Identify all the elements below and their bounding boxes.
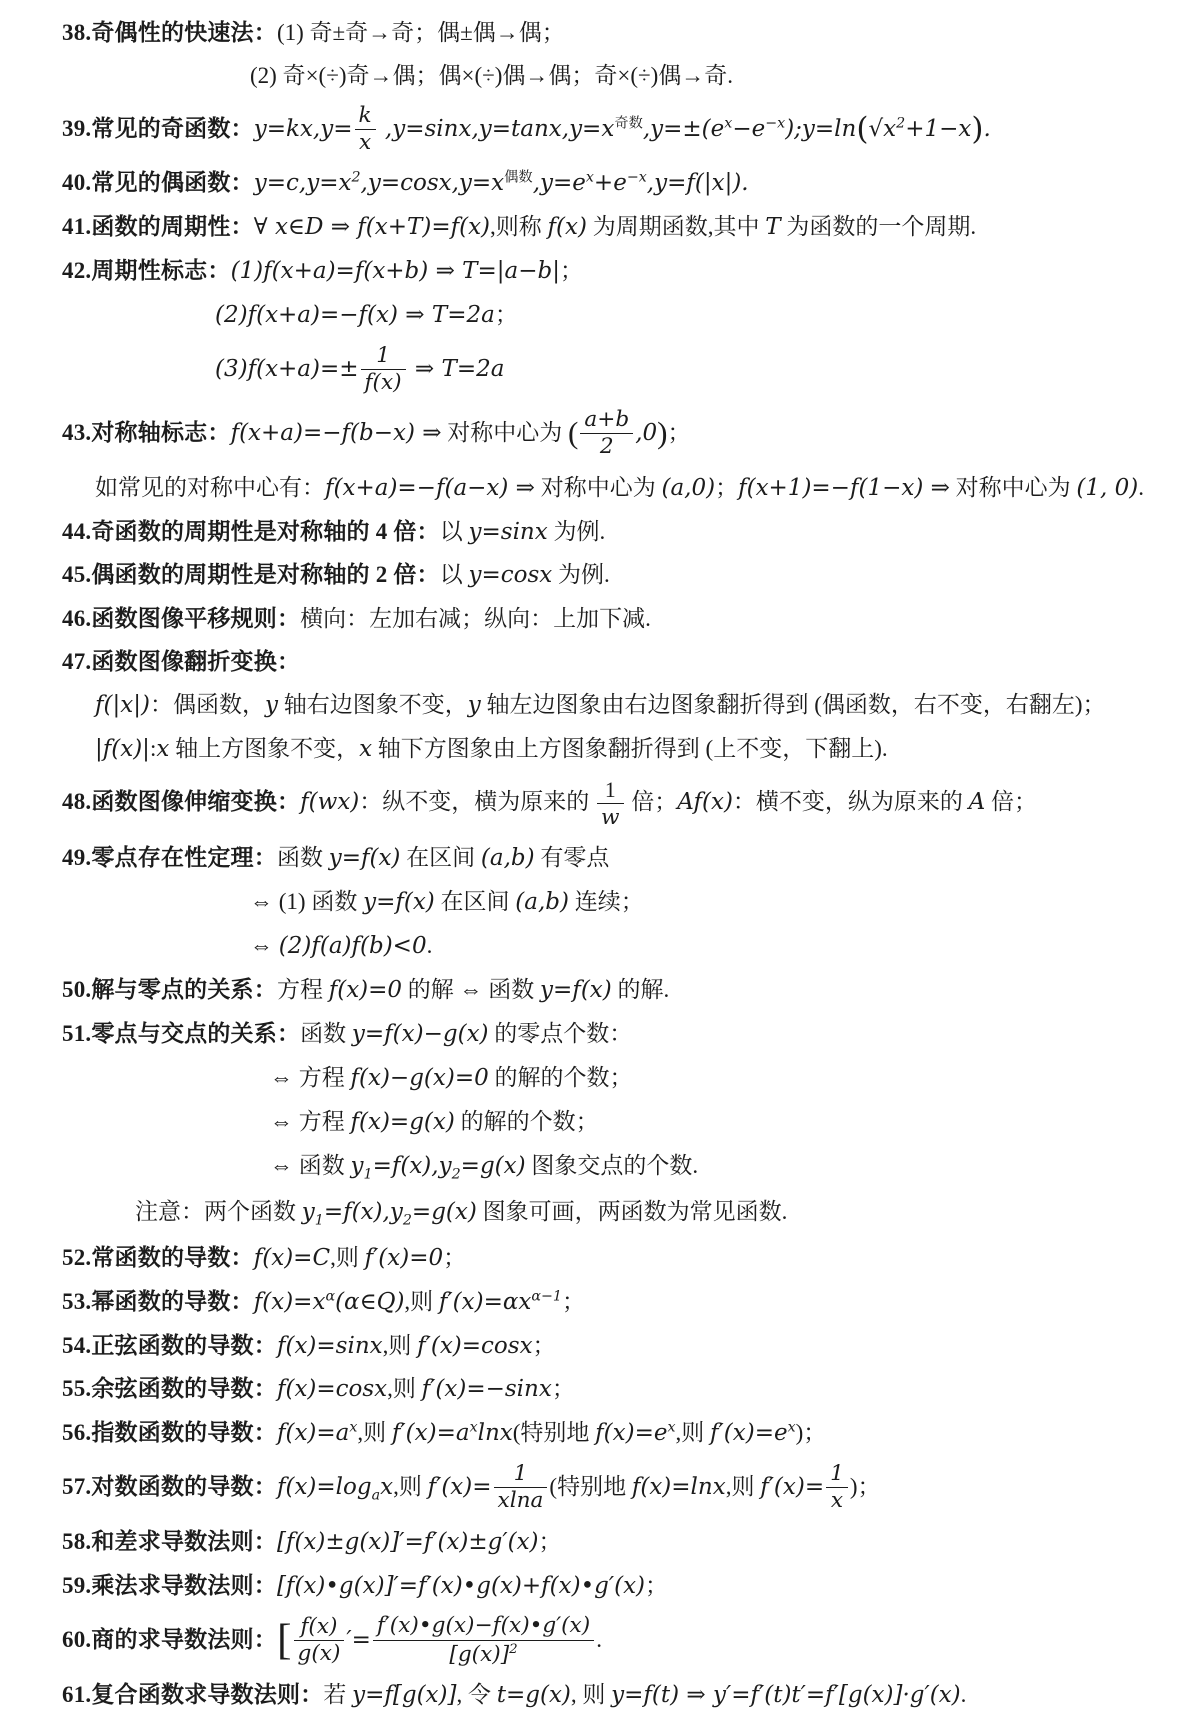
formula-text: 56.指数函数的导数：$f(x)=a^x$,则 $f'(x)=a^x\ln x$(特别地 $f(x)=e^x$,则 $f'(x)=e^x$)； <box>62 1419 827 1447</box>
formula-list <box>0 18 1192 1711</box>
formula-item-47-a <box>0 690 1174 721</box>
formula-text: ⇔ (1) 函数 y=f(x) 在区间 (a,b) 连续； <box>250 889 644 916</box>
formula-item-41 <box>0 212 1174 243</box>
formula-text: 51.零点与交点的关系：函数 y=f(x)−g(x) 的零点个数： <box>62 1020 633 1047</box>
formula-text: 43.对称轴标志：f(x+a)=−f(b−x) ⇒ 对称中心为 ( $\frac{a+b}{2}$ ,0)； <box>62 407 691 460</box>
formula-item-42 <box>0 256 1174 287</box>
formula-item-53 <box>0 1287 1174 1318</box>
formula-item-44 <box>0 517 1174 548</box>
formula-text: 53.幂函数的导数：$f(x)=x^\alpha(\alpha\in Q)$,则 $f'(x)=\alpha x^{\alpha-1}$； <box>62 1288 585 1315</box>
formula-text: 55.余弦函数的导数：f(x)=cosx,则 f′(x)=−sinx； <box>62 1376 575 1403</box>
formula-text: (2) 奇×(÷)奇→偶；偶×(÷)偶→偶；奇×(÷)偶→奇. <box>250 62 734 88</box>
formula-text: 49.零点存在性定理：函数 y=f(x) 在区间 (a,b) 有零点 <box>62 845 610 872</box>
formula-text: 50.解与零点的关系：方程 f(x)=0 的解 ⇔ 函数 y=f(x) 的解. <box>62 977 670 1003</box>
formula-text: |f(x)|:x 轴上方图象不变，x 轴下方图象由上方图象翻折得到 (上不变，下翻上). <box>95 736 888 762</box>
formula-item-47 <box>0 647 1174 677</box>
formula-item-50 <box>0 975 1174 1006</box>
formula-text: 45.偶函数的周期性是对称轴的 2 倍：以 y=cosx 为例. <box>62 562 610 589</box>
formula-item-49-1 <box>0 887 1174 918</box>
formula-text: 48.函数图像伸缩变换：f(wx)：纵不变，横为原来的 $\frac{1}{w}$ 倍；Af(x)：横不变，纵为原来的 A 倍； <box>62 777 1038 831</box>
formula-text: (2)f(x+a)=−f(x) ⇒ T=2a； <box>215 301 518 328</box>
formula-text: 注意：两个函数 $y_1=f(x),y_2=g(x)$ 图象可画，两函数为常见函数. <box>135 1198 788 1229</box>
formula-text: 54.正弦函数的导数：f(x)=sinx,则 f′(x)=cosx； <box>62 1332 556 1359</box>
formula-text: ⇔ 方程 f(x)=g(x) 的解的个数； <box>270 1108 599 1135</box>
formula-text: 44.奇函数的周期性是对称轴的 4 倍：以 y=sinx 为例. <box>62 518 606 545</box>
formula-text: 52.常函数的导数：f(x)=C,则 f′(x)=0； <box>62 1244 467 1271</box>
formula-text: 42.周期性标志：(1)f(x+a)=f(x+b) ⇒ T=|a−b|； <box>62 258 583 284</box>
formula-item-51-1 <box>0 1063 1174 1094</box>
formula-item-55 <box>0 1374 1174 1405</box>
formula-item-42-3 <box>0 344 1174 395</box>
formula-item-51-3 <box>0 1151 1174 1184</box>
formula-item-38 <box>0 18 1174 48</box>
formula-item-49-2 <box>0 931 1174 962</box>
formula-item-39 <box>0 104 1174 155</box>
formula-text: 39.常见的奇函数：y=kx,y= $\frac{k}{x}$ $,y=\sin x,y=\tan x,y=x^{奇数},y=\pm(e^x-e^{-x});y=\ln(√x^2+1-x)$. <box>62 102 991 155</box>
formula-text: (3)f(x+a)=± $\frac{1}{f(x)}$ ⇒ T=2a <box>215 342 505 395</box>
formula-item-43 <box>0 408 1174 459</box>
formula-text: f(|x|)：偶函数，y 轴右边图象不变，y 轴左边图象由右边图象翻折得到 (偶函数，右不变，右翻左)； <box>95 692 1106 719</box>
formula-text: 40.常见的偶函数：$y=c,y=x^2,y=\cos x,y=x^{偶数},y=e^x+e^{-x},y=f(|x|)$. <box>62 169 749 197</box>
formula-item-60 <box>0 1614 1174 1667</box>
formula-text: 59.乘法求导数法则：[f(x)•g(x)]′=f′(x)•g(x)+f(x)•g′(x)； <box>62 1572 669 1599</box>
formula-text: 46.函数图像平移规则：横向：左加右减；纵向：上加下减. <box>62 606 651 632</box>
formula-text: 41.函数的周期性：∀ x∈D ⇒ f(x+T)=f(x),则称 f(x) 为周期函数,其中 T 为函数的一个周期. <box>62 214 977 241</box>
formula-text: 47.函数图像翻折变换： <box>62 649 301 675</box>
formula-item-45 <box>0 560 1174 591</box>
formula-item-48 <box>0 778 1174 830</box>
formula-text: 57.对数函数的导数：$f(x)=\log_ax$,则 f′(x)= $\frac{1}{xlna}$ (特别地 f(x)=lnx,则 f′(x)= $\frac{1}{x}$ )； <box>62 1461 881 1514</box>
formula-item-57 <box>0 1462 1174 1513</box>
formula-item-54 <box>0 1331 1174 1362</box>
formula-text: 如常见的对称中心有：f(x+a)=−f(a−x) ⇒ 对称中心为 (a,0)；f(x+1)=−f(1−x) ⇒ 对称中心为 (1, 0). <box>95 474 1144 501</box>
formula-text: 58.和差求导数法则：[f(x)±g(x)]′=f′(x)±g′(x)； <box>62 1528 562 1555</box>
formula-item-46 <box>0 604 1174 634</box>
formula-item-40 <box>0 168 1174 199</box>
formula-item-56 <box>0 1418 1174 1449</box>
formula-item-59 <box>0 1571 1174 1602</box>
formula-item-58 <box>0 1527 1174 1558</box>
formula-item-51-note <box>0 1197 1174 1230</box>
formula-text: ⇔ 函数 $y_1=f(x),y_2=g(x)$ 图象交点的个数. <box>270 1152 699 1183</box>
formula-item-51 <box>0 1019 1174 1050</box>
formula-text: 60.商的求导数法则：[ $\frac{f(x)}{g(x)}$ ′= $\frac{f'(x)•g(x)-f(x)•g'(x)}{[g(x)]^2}$ . <box>62 1613 602 1667</box>
formula-item-38-cont <box>0 61 1174 91</box>
formula-text: ⇔ (2)f(a)f(b)<0. <box>250 933 433 960</box>
formula-text: 61.复合函数求导数法则：若 y=f[g(x)], 令 t=g(x), 则 y=f(t) ⇒ y′=f′(t)t′=f′[g(x)]·g′(x). <box>62 1682 967 1709</box>
formula-item-51-2 <box>0 1107 1174 1138</box>
formula-item-49 <box>0 843 1174 874</box>
formula-item-47-b <box>0 734 1174 765</box>
formula-text: ⇔ 方程 f(x)−g(x)=0 的解的个数； <box>270 1064 633 1091</box>
formula-text: 38.奇偶性的快速法：(1) 奇±奇→奇；偶±偶→偶； <box>62 20 565 45</box>
formula-item-42-2 <box>0 300 1174 331</box>
formula-item-52 <box>0 1243 1174 1274</box>
formula-item-43-cont <box>0 473 1174 504</box>
